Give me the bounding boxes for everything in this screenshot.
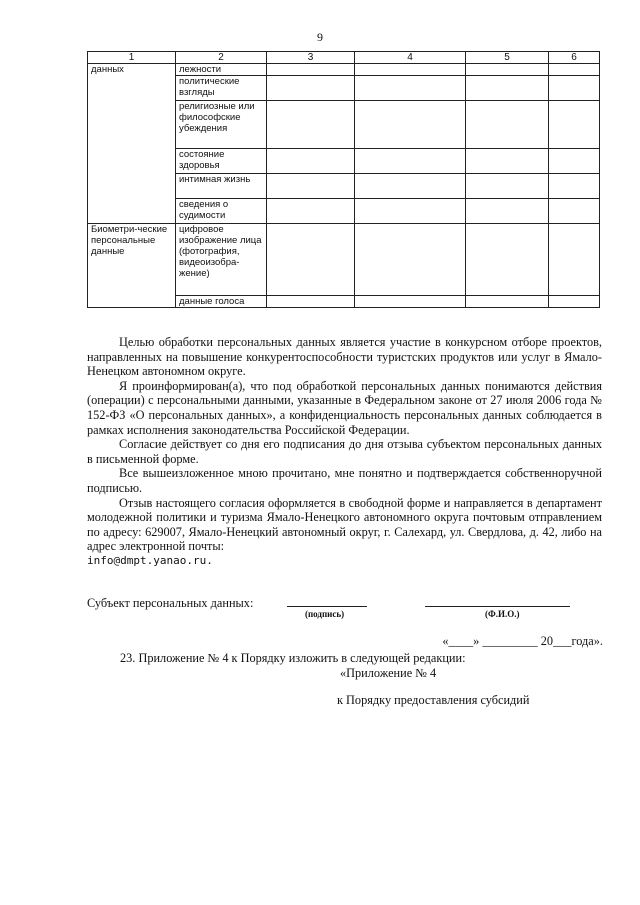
date-line: «____» _________ 20___года». [442,634,603,648]
paragraph: Все вышеизложенное мною прочитано, мне понятно и подтверждается собственноручной подписью. [87,466,602,495]
signature-caption: (подпись) [305,609,345,619]
signature-blank [287,606,367,607]
table-row [88,64,600,76]
signature-label: Субъект персональных данных: [87,596,254,610]
email-address: info@dmpt.yanao.ru. [87,553,213,567]
fio-caption: (Ф.И.О.) [485,609,520,619]
consent-text [87,335,602,569]
personal-data-table [87,51,600,308]
column-header: 1 [88,52,176,64]
column-header: 4 [355,52,466,64]
column-header: 6 [549,52,600,64]
category-cell: Биометри-ческие персональные данные [88,224,176,308]
fio-blank [425,606,570,607]
paragraph: Я проинформирован(а), что под обработкой персональных данных понимаются действия (операции) с персональными данными, указанные в Федеральном законе от 27 июля 2006 года № 152-ФЗ «О персональных данных», а конфиденциальность персональных данных соблюдается в рамках исполнения законодательства Российской Федерации. [87,378,602,437]
table-header-row [88,52,600,64]
data-type-cell: интимная жизнь [176,174,267,199]
data-type-cell: цифровое изображение лица (фотография, видеоизобра-жение) [176,224,267,296]
data-type-cell: политические взгляды [176,76,267,101]
item-23: 23. Приложение № 4 к Порядку изложить в следующей редакции: [120,651,466,665]
paragraph: Отзыв настоящего согласия оформляется в свободной форме и направляется в департамент молодежной политики и туризма Ямало-Ненецкого автономного округа почтовым отправлением по адресу: 629007, Ямало-Ненецкий автономный округ, г. Салехард, ул. Свердлова, д. 42, либо на адрес электронной почты: [87,495,602,554]
data-type-cell: сведения о судимости [176,199,267,224]
column-header: 5 [466,52,549,64]
data-type-cell: состояние здоровья [176,149,267,174]
data-type-cell: данные голоса [176,296,267,308]
table-row [88,224,600,296]
paragraph: Целью обработки персональных данных является участие в конкурсном отборе проектов, направленных на повышение конкурентоспособности туристских продуктов или услуг в Ямало-Ненецком автономном округе. [87,335,602,379]
data-type-cell: религиозные или философские убеждения [176,101,267,149]
column-header: 3 [267,52,355,64]
page-number: 9 [317,30,323,44]
appendix-subtitle: к Порядку предоставления субсидий [337,693,530,707]
data-type-cell: лежности [176,64,267,76]
column-header: 2 [176,52,267,64]
paragraph: Согласие действует со дня его подписания до дня отзыва субъектом персональных данных в письменной форме. [87,437,602,466]
appendix-title: «Приложение № 4 [340,666,437,680]
category-cell: данных [88,64,176,224]
